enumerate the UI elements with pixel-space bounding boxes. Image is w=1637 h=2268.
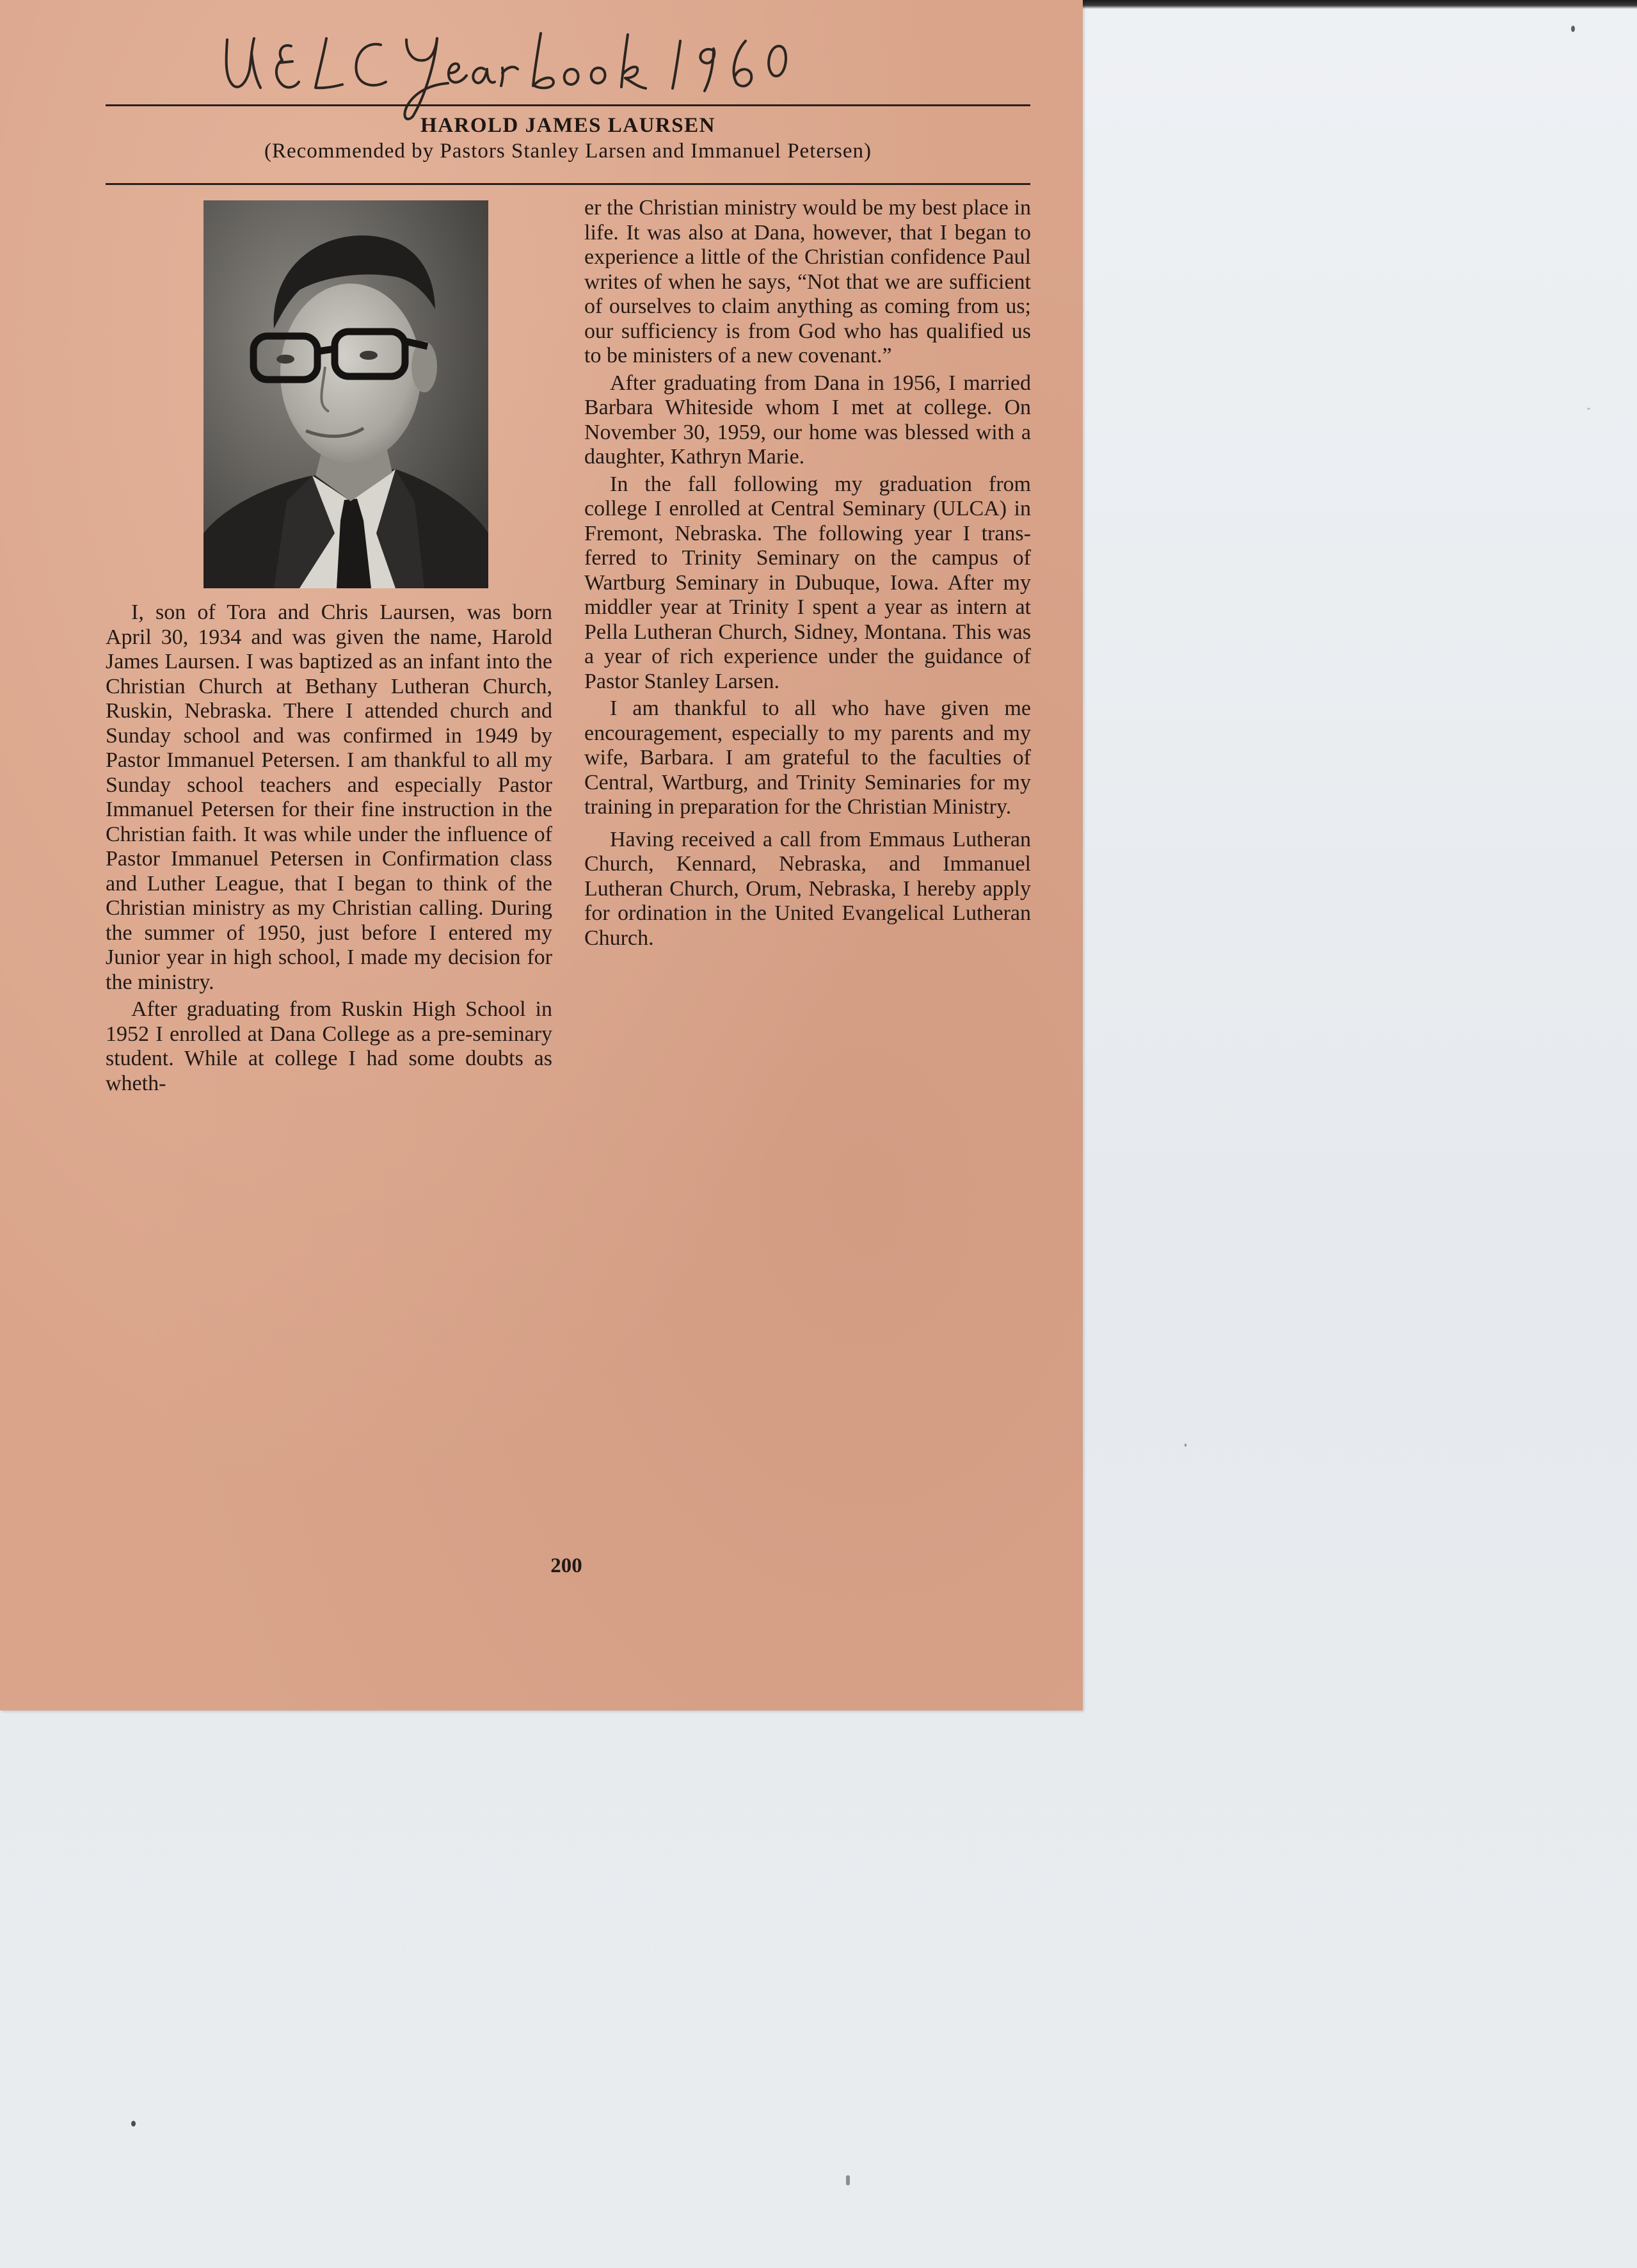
paragraph: In the fall following my graduation from college I enrolled at Central Seminary (ULCA) in Fremont, Nebraska. The following year I transferred to Trinity Seminary on the campus of Wartburg Seminary in Dubuque, Iowa. After my middler year at Trinity I spent a year as intern at Pella Lutheran Church, Sidney, Montana. This was a year of rich experience under the guidance of Pastor Stanley Larsen. xyxy=(584,472,1031,693)
candidate-name: HAROLD JAMES LAURSEN xyxy=(420,114,715,137)
dust-speck xyxy=(1571,26,1575,32)
portrait-photo xyxy=(204,200,488,588)
dust-speck xyxy=(846,2175,850,2185)
paragraph: I, son of Tora and Chris Laursen, was born April 30, 1934 and was given the name, Harold James Laursen. I was baptized as an infant into the Christian Church at Bethany Lutheran Church, Ruskin, Nebraska. There I attended church and Sunday school and was confirmed in 1949 by Pastor Immanuel Petersen. I am thankful to all my Sunday school teachers and especially Pastor Immanuel Petersen for their fine instruction in the Christian faith. It was while under the influence of Pastor Immanuel Petersen in Confirmation class and Luther League, that I began to think of the Christian ministry as my Christian calling. During the summer of 1950, just before I entered my Junior year in high school, I made my decision for the ministry. xyxy=(106,600,552,994)
paragraph: After graduating from Dana in 1956, I married Barbara Whiteside whom I met at college. On November 30, 1959, our home was blessed with a daughter, Kathryn Marie. xyxy=(584,371,1031,469)
paragraph: er the Christian ministry would be my best place in life. It was also at Dana, however, that I began to experience a little of the Christian confidence Paul writes of when he says, “Not that we are sufficient of ourselves to claim anything as coming from us; our sufficiency is from God who has qualified us to be ministers of a new covenant.” xyxy=(584,196,1031,367)
paragraph: I am thankful to all who have given me encouragement, especially to my parents and my wife, Barbara. I am grateful to the faculties of Central, Wartburg, and Trinity Seminaries for my training in preparation for the Christian Ministry. xyxy=(584,696,1031,819)
paragraph: Having received a call from Emmaus Lutheran Church, Kennard, Nebraska, and Immanuel Lutheran Church, Orum, Nebraska, I hereby apply for ordination in the United Evangelical Lutheran Church. xyxy=(584,827,1031,950)
header-top-rule xyxy=(106,104,1030,106)
dust-speck xyxy=(1185,1444,1186,1447)
scanner-lid-shadow xyxy=(1082,0,1637,9)
paragraph: After graduating from Ruskin High School in 1952 I enrolled at Dana College as a pre-seminary student. While at college I had some doubts as wheth- xyxy=(106,997,552,1095)
header-bottom-rule xyxy=(106,183,1030,185)
page-number: 200 xyxy=(550,1554,582,1577)
dust-speck xyxy=(131,2121,136,2127)
text-column-left xyxy=(106,600,552,1096)
newspaper-clipping xyxy=(0,0,1083,1710)
dust-speck xyxy=(1587,408,1590,410)
recommendation-line: (Recommended by Pastors Stanley Larsen and Immanuel Petersen) xyxy=(264,140,872,163)
portrait-photo-icon xyxy=(204,200,488,588)
text-column-right xyxy=(584,196,1031,951)
handwritten-annotation xyxy=(221,27,797,123)
